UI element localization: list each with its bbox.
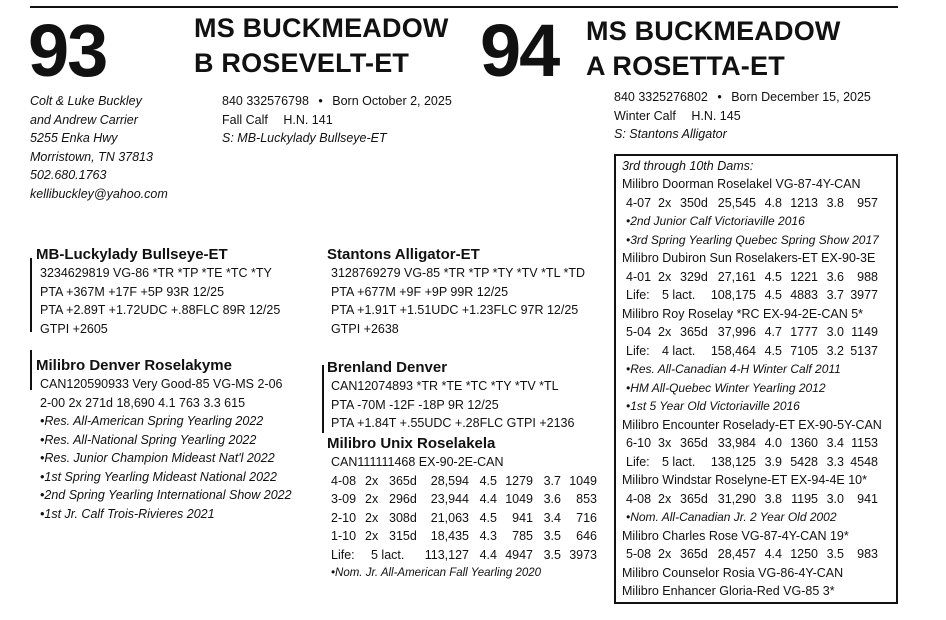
- rec-milkings: 2x: [365, 510, 379, 525]
- lot-93-hn: H.N. 141: [283, 112, 333, 127]
- rec-milk: 37,996: [717, 325, 756, 339]
- sire-line: PTA +367M +17F +5P 93R 12/25: [40, 284, 225, 299]
- life-label: Life:: [626, 288, 650, 302]
- dam-name: Milibro Denver Roselakyme: [36, 357, 232, 374]
- dams-header: 3rd through 10th Dams:: [622, 159, 754, 173]
- rec-age: 3-09: [331, 492, 357, 506]
- rec-fat-pct: 3.8: [764, 491, 782, 506]
- rec-protein: 853: [576, 492, 597, 506]
- lot-94-class-line: [614, 107, 871, 126]
- dam-name: Milibro Windstar Roselyne-ET EX-94-4E 10*: [622, 473, 868, 487]
- rec-fat: 1049: [505, 492, 533, 506]
- sire-name: MB-Luckylady Bullseye-ET: [36, 246, 228, 263]
- lot-93-name-line2: B ROSEVELT-ET: [194, 48, 410, 78]
- rec-protein: 988: [857, 269, 878, 284]
- sire-line: 3234629819 VG-86 *TR *TP *TE *TC *TY: [40, 266, 272, 280]
- production-record-row: [331, 509, 597, 528]
- rec-protein: 1149: [851, 325, 878, 339]
- life-protein-pct: 3.3: [826, 454, 844, 469]
- rec-milk: 21,063: [430, 510, 469, 525]
- rec-age: 5-08: [626, 547, 652, 561]
- honor-line: •Res. All-National Spring Yearling 2022: [40, 432, 257, 447]
- rec-fat: 941: [512, 510, 533, 525]
- production-record-row: [622, 490, 894, 509]
- sire-line: GTPI +2638: [331, 321, 399, 336]
- rec-fat-pct: 4.3: [479, 529, 497, 543]
- rec-protein-pct: 3.4: [543, 510, 561, 525]
- rec-milk: 18,435: [430, 529, 469, 543]
- honor-line: •Res. All-Canadian 4-H Winter Calf 2011: [626, 362, 841, 376]
- dam-name: Milibro Charles Rose VG-87-4Y-CAN 19*: [622, 528, 849, 543]
- lifetime-record-row: [622, 286, 894, 305]
- rec-fat-pct: 4.5: [479, 473, 497, 488]
- life-milk: 108,175: [710, 288, 756, 302]
- rec-fat: 1221: [790, 269, 818, 284]
- lot-94-born: Born December 15, 2025: [731, 90, 871, 104]
- rec-protein: 941: [857, 491, 878, 506]
- rec-days: 365d: [680, 547, 708, 561]
- lot-93-name-line1: MS BUCKMEADOW: [194, 13, 449, 43]
- dam-name: Milibro Roy Roselay *RC EX-94-2E-CAN 5*: [622, 306, 864, 321]
- rec-protein-pct: 3.4: [826, 436, 844, 450]
- rec-milkings: 3x: [658, 436, 672, 450]
- dam-name: Milibro Counselor Rosia VG-86-4Y-CAN: [622, 565, 844, 580]
- dam-name: Milibro Dubiron Sun Roselakers-ET EX-90-3E: [622, 251, 876, 265]
- rec-age: 4-07: [626, 195, 652, 210]
- rec-fat: 1250: [790, 547, 818, 561]
- life-fat-pct: 4.4: [479, 547, 497, 562]
- life-fat: 4947: [505, 547, 533, 562]
- rec-days: 365d: [680, 491, 708, 506]
- consignor-email: kellibuckley@yahoo.com: [30, 186, 168, 201]
- dam-name: Milibro Encounter Roselady-ET EX-90-5Y-CAN: [622, 417, 882, 432]
- sire-line: PTA +677M +9F +9P 99R 12/25: [331, 284, 509, 299]
- rec-age: 1-10: [331, 529, 357, 543]
- lifetime-record-row: [622, 453, 894, 472]
- mgs-line: CAN12074893 *TR *TE *TC *TY *TV *TL: [331, 379, 559, 393]
- rec-protein: 957: [857, 195, 878, 210]
- rec-milk: 28,457: [717, 547, 756, 561]
- life-label: Life:: [331, 547, 355, 562]
- mgs-details: [327, 377, 574, 433]
- rec-age: 4-01: [626, 269, 652, 284]
- life-protein-pct: 3.2: [826, 343, 844, 358]
- dam-class-line: CAN111111468 EX-90-2E-CAN: [331, 455, 504, 469]
- rec-days: 308d: [389, 510, 417, 525]
- production-record-row: [622, 323, 894, 342]
- lot-93-class: Fall Calf: [222, 112, 268, 127]
- rec-milkings: 2x: [658, 547, 672, 561]
- rec-age: 5-04: [626, 325, 652, 339]
- rec-milkings: 2x: [658, 491, 672, 506]
- rec-fat-pct: 4.7: [764, 325, 782, 339]
- honor-line: •HM All-Quebec Winter Yearling 2012: [626, 380, 826, 395]
- rec-fat: 1195: [791, 491, 818, 506]
- production-record-row: [331, 490, 597, 509]
- rec-protein-pct: 3.0: [826, 491, 844, 506]
- mgs-line: PTA -70M -12F -18P 9R 12/25: [331, 397, 499, 412]
- sire-line: PTA +2.89T +1.72UDC +.88FLC 89R 12/25: [40, 303, 281, 317]
- lot-94-info: [614, 88, 871, 144]
- consignor-line: Morristown, TN 37813: [30, 149, 153, 164]
- rec-fat-pct: 4.0: [764, 436, 782, 450]
- lot-93-sire-block: [36, 245, 280, 338]
- rec-milkings: 2x: [658, 325, 672, 339]
- sire-line: GTPI +2605: [40, 321, 108, 336]
- rec-days: 329d: [680, 269, 708, 284]
- life-fat-pct: 4.5: [764, 288, 782, 302]
- bullet-separator: •: [717, 90, 722, 104]
- consignor-line: 5255 Enka Hwy: [30, 131, 118, 145]
- rec-milkings: 2x: [658, 195, 672, 210]
- rec-milk: 25,545: [717, 195, 756, 210]
- dam-record: 2-00 2x 271d 18,690 4.1 763 3.3 615: [40, 395, 246, 410]
- rec-age: 4-08: [626, 491, 652, 506]
- lot-94-name-line2: A ROSETTA-ET: [586, 51, 785, 81]
- lot-94-mgs-block: [327, 358, 574, 433]
- rec-milk: 33,984: [717, 436, 756, 450]
- rec-milkings: 2x: [365, 492, 379, 506]
- rec-fat-pct: 4.4: [479, 492, 497, 506]
- rec-milkings: 2x: [365, 529, 379, 543]
- rec-fat-pct: 4.4: [764, 547, 782, 561]
- lot-94-hn: H.N. 145: [691, 108, 741, 123]
- sire-details: [327, 264, 585, 338]
- lot-93-born: Born October 2, 2025: [332, 94, 452, 108]
- life-milk: 158,464: [710, 343, 756, 358]
- dam-name: Milibro Unix Roselakela: [327, 435, 496, 452]
- mgs-line: PTA +1.84T +.55UDC +.28FLC GTPI +2136: [331, 416, 575, 430]
- consignor-block: [30, 92, 168, 203]
- lot-93-reg-line: [222, 92, 452, 111]
- life-label: Life:: [626, 343, 650, 358]
- mgs-name: Brenland Denver: [327, 359, 448, 376]
- honor-line: •2nd Spring Yearling International Show 2022: [40, 488, 292, 502]
- lot-94-sire: S: Stantons Alligator: [614, 127, 727, 141]
- life-fat: 4883: [790, 288, 818, 302]
- production-record-row: [622, 268, 894, 287]
- life-protein: 3977: [850, 288, 878, 302]
- rec-fat: 1360: [790, 436, 818, 450]
- sire-details: [36, 264, 280, 338]
- consignor-line: and Andrew Carrier: [30, 112, 138, 127]
- rec-protein-pct: 3.5: [543, 529, 561, 543]
- life-lactations: 5 lact.: [662, 454, 696, 469]
- rec-days: 365d: [389, 473, 417, 488]
- honor-line: •Nom. All-Canadian Jr. 2 Year Old 2002: [626, 510, 837, 524]
- sire-name: Stantons Alligator-ET: [327, 246, 480, 263]
- lot-94-class: Winter Calf: [614, 108, 676, 123]
- top-rule: [30, 6, 898, 8]
- bullet-separator: •: [318, 94, 323, 108]
- honor-line: •2nd Junior Calf Victoriaville 2016: [626, 214, 805, 228]
- rec-age: 6-10: [626, 436, 652, 450]
- pedigree-connector: [322, 365, 324, 433]
- rec-fat: 1279: [505, 473, 533, 488]
- lot-94-name-line1: MS BUCKMEADOW: [586, 16, 841, 46]
- rec-fat-pct: 4.8: [764, 195, 782, 210]
- honor-line: •1st 5 Year Old Victoriaville 2016: [626, 399, 800, 413]
- honor-line: •Res. All-American Spring Yearling 2022: [40, 414, 264, 428]
- rec-protein: 716: [576, 510, 597, 525]
- dam-details: [327, 453, 597, 583]
- rec-age: 4-08: [331, 473, 357, 488]
- extended-dams-content: [622, 158, 894, 601]
- rec-protein: 1049: [569, 473, 597, 488]
- production-record-row: [622, 545, 894, 564]
- lot-number-93: 93: [28, 9, 107, 92]
- lifetime-record-row: [331, 546, 597, 565]
- rec-protein-pct: 3.0: [826, 325, 844, 339]
- pedigree-connector: [30, 350, 32, 390]
- rec-protein: 983: [857, 547, 878, 561]
- life-protein-pct: 3.5: [543, 547, 561, 562]
- dam-class-line: CAN120590933 Very Good-85 VG-MS 2-06: [40, 377, 283, 391]
- rec-fat: 785: [512, 529, 533, 543]
- rec-days: 315d: [389, 529, 417, 543]
- rec-age: 2-10: [331, 510, 357, 525]
- lot-94-reg: 840 3325276802: [614, 90, 708, 104]
- rec-fat-pct: 4.5: [764, 269, 782, 284]
- rec-fat-pct: 4.5: [479, 510, 497, 525]
- rec-milkings: 2x: [365, 473, 379, 488]
- life-label: Life:: [626, 454, 650, 469]
- life-protein-pct: 3.7: [826, 288, 844, 302]
- pedigree-connector: [30, 258, 32, 332]
- rec-protein-pct: 3.6: [543, 492, 561, 506]
- lot-94-dam-block: [327, 434, 597, 583]
- consignor-line: 502.680.1763: [30, 168, 107, 182]
- life-fat-pct: 4.5: [764, 343, 782, 358]
- rec-fat: 1213: [790, 195, 818, 210]
- life-protein: 4548: [850, 454, 878, 469]
- lifetime-record-row: [622, 342, 894, 361]
- sire-line: PTA +1.91T +1.51UDC +1.23FLC 97R 12/25: [331, 303, 579, 317]
- honor-line: •1st Jr. Calf Trois-Rivieres 2021: [40, 506, 215, 521]
- life-fat-pct: 3.9: [764, 454, 782, 469]
- rec-protein-pct: 3.7: [543, 473, 561, 488]
- rec-protein-pct: 3.6: [826, 269, 844, 284]
- rec-days: 365d: [680, 436, 708, 450]
- rec-milk: 31,290: [717, 491, 756, 506]
- rec-fat: 1777: [790, 325, 818, 339]
- dam-name: Milibro Enhancer Gloria-Red VG-85 3*: [622, 584, 835, 598]
- rec-days: 296d: [389, 492, 417, 506]
- lot-93-reg: 840 332576798: [222, 94, 309, 108]
- rec-protein-pct: 3.8: [826, 195, 844, 210]
- life-milk: 113,127: [424, 547, 469, 562]
- rec-milkings: 2x: [658, 269, 672, 284]
- lot-93-info: [222, 92, 452, 148]
- life-fat: 5428: [790, 454, 818, 469]
- rec-milk: 23,944: [430, 492, 469, 506]
- lot-94-reg-line: [614, 88, 871, 107]
- rec-milk: 27,161: [717, 269, 756, 284]
- production-record-row: [331, 527, 597, 546]
- dam-details: [36, 375, 292, 523]
- dam-name: Milibro Doorman Roselakel VG-87-4Y-CAN: [622, 177, 861, 191]
- rec-days: 350d: [680, 195, 708, 210]
- production-record-row: [622, 434, 894, 453]
- lot-93-sire: S: MB-Luckylady Bullseye-ET: [222, 131, 387, 145]
- dam-honors: [40, 412, 292, 523]
- consignor-line: Colt & Luke Buckley: [30, 94, 142, 108]
- honor-line: •Nom. Jr. All-American Fall Yearling 2020: [331, 567, 542, 579]
- honor-line: •3rd Spring Yearling Quebec Spring Show 2017: [626, 232, 879, 247]
- life-fat: 7105: [790, 343, 818, 358]
- rec-days: 365d: [680, 325, 708, 339]
- honor-line: •1st Spring Yearling Mideast National 2022: [40, 469, 277, 484]
- sire-line: 3128769279 VG-85 *TR *TP *TY *TV *TL *TD: [331, 266, 586, 280]
- rec-milk: 28,594: [430, 473, 469, 488]
- life-lactations: 4 lact.: [662, 343, 696, 358]
- lot-94-sire-block: [327, 245, 585, 338]
- production-record-row: [622, 194, 894, 213]
- life-milk: 138,125: [710, 454, 756, 469]
- production-record-row: [331, 472, 597, 491]
- rec-protein: 1153: [851, 436, 878, 450]
- lot-93-dam-block: [36, 356, 292, 523]
- life-protein: 5137: [850, 343, 878, 358]
- life-lactations: 5 lact.: [371, 547, 405, 562]
- life-protein: 3973: [569, 547, 597, 562]
- rec-protein: 646: [576, 529, 597, 543]
- lot-number-94: 94: [480, 9, 559, 92]
- honor-line: •Res. Junior Champion Mideast Nat'l 2022: [40, 451, 275, 465]
- lot-93-class-line: [222, 111, 452, 130]
- rec-protein-pct: 3.5: [826, 547, 844, 561]
- life-lactations: 5 lact.: [662, 288, 696, 302]
